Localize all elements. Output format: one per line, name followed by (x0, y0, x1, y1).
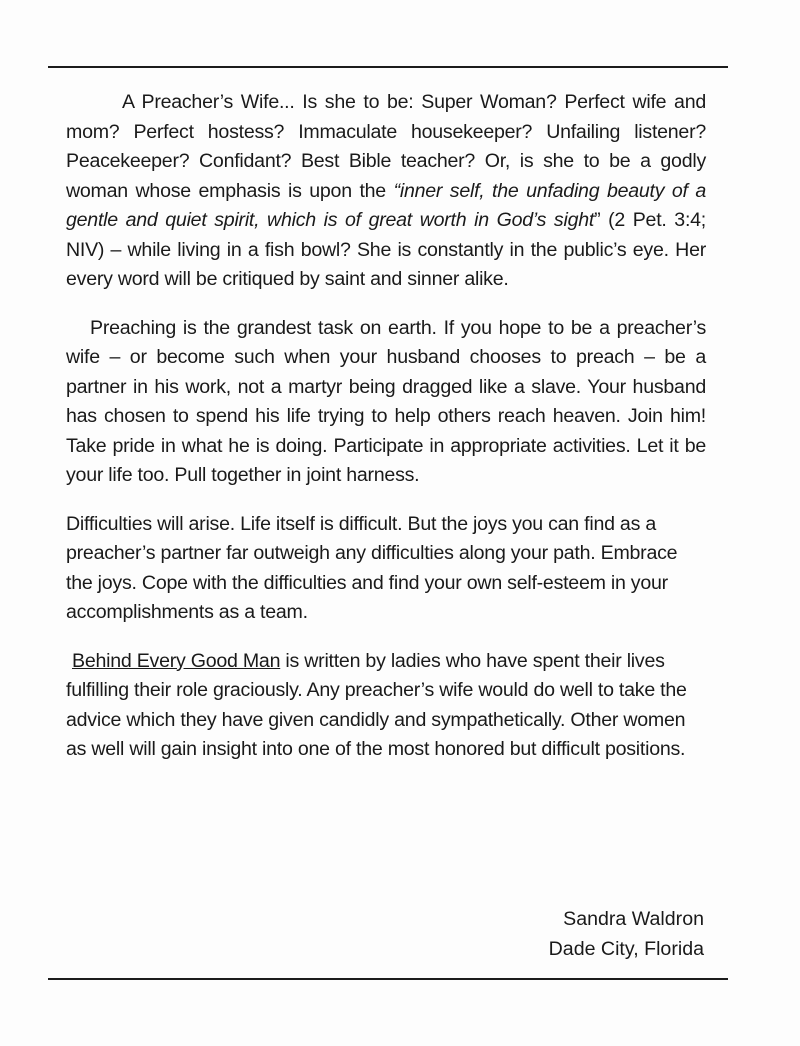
paragraph-preaching: Preaching is the grandest task on earth. If you hope to be a preacher’s wife – or become such when your husband chooses to preach – be a partner in his work, not a martyr being dragged like a slave. Your husband has chosen to spend his life trying to help others reach heaven. Join him! Take pride in what he is doing. Participate in appropriate activities. Let it be your life too. Pull together in joint harness. (66, 316, 706, 486)
paragraph-difficulties: Difficulties will arise. Life itself is difficult. But the joys you can find as a preacher’s partner far outweigh any difficulties along your path. Embrace the joys. Cope with the difficulties and find your own self-esteem in your accomplishments as a team. (66, 512, 678, 623)
intro-text: A Preacher’s Wife... Is she to be: Super Woman? Perfect wife and mom? Perfect hostess? Immaculate housekeeper? Unfailing listener? Peacekeeper? Confidant? Best Bible teacher? Or, is she to be a godly woman whose emphasis is upon the (66, 91, 706, 202)
book-title: Behind Every Good Man (72, 649, 281, 672)
author-name: Sandra Waldron (563, 908, 704, 930)
author-location: Dade City, Florida (548, 937, 704, 960)
paragraph-intro (66, 88, 706, 295)
top-divider (48, 66, 728, 68)
intro-text-continued: ” (2 Pet. 3:4; NIV) – while living in a fish bowl? She is constantly in the public’s eye. Her every word will be critiqued by saint and sinner alike. (66, 209, 706, 290)
signature-block (549, 905, 704, 964)
scripture-quote: “inner self, the unfading beauty of a gentle and quiet spirit, which is of great worth in God’s sight (66, 179, 706, 231)
paragraph-book (66, 647, 706, 765)
document-body (66, 88, 706, 784)
book-description: is written by ladies who have spent their lives fulfilling their role graciously. Any preacher’s wife would do well to take the advice which they have given candidly and sympathetically. Other women as well will gain insight into one of the most honored but difficult positions. (66, 649, 687, 760)
bottom-divider (48, 978, 728, 980)
